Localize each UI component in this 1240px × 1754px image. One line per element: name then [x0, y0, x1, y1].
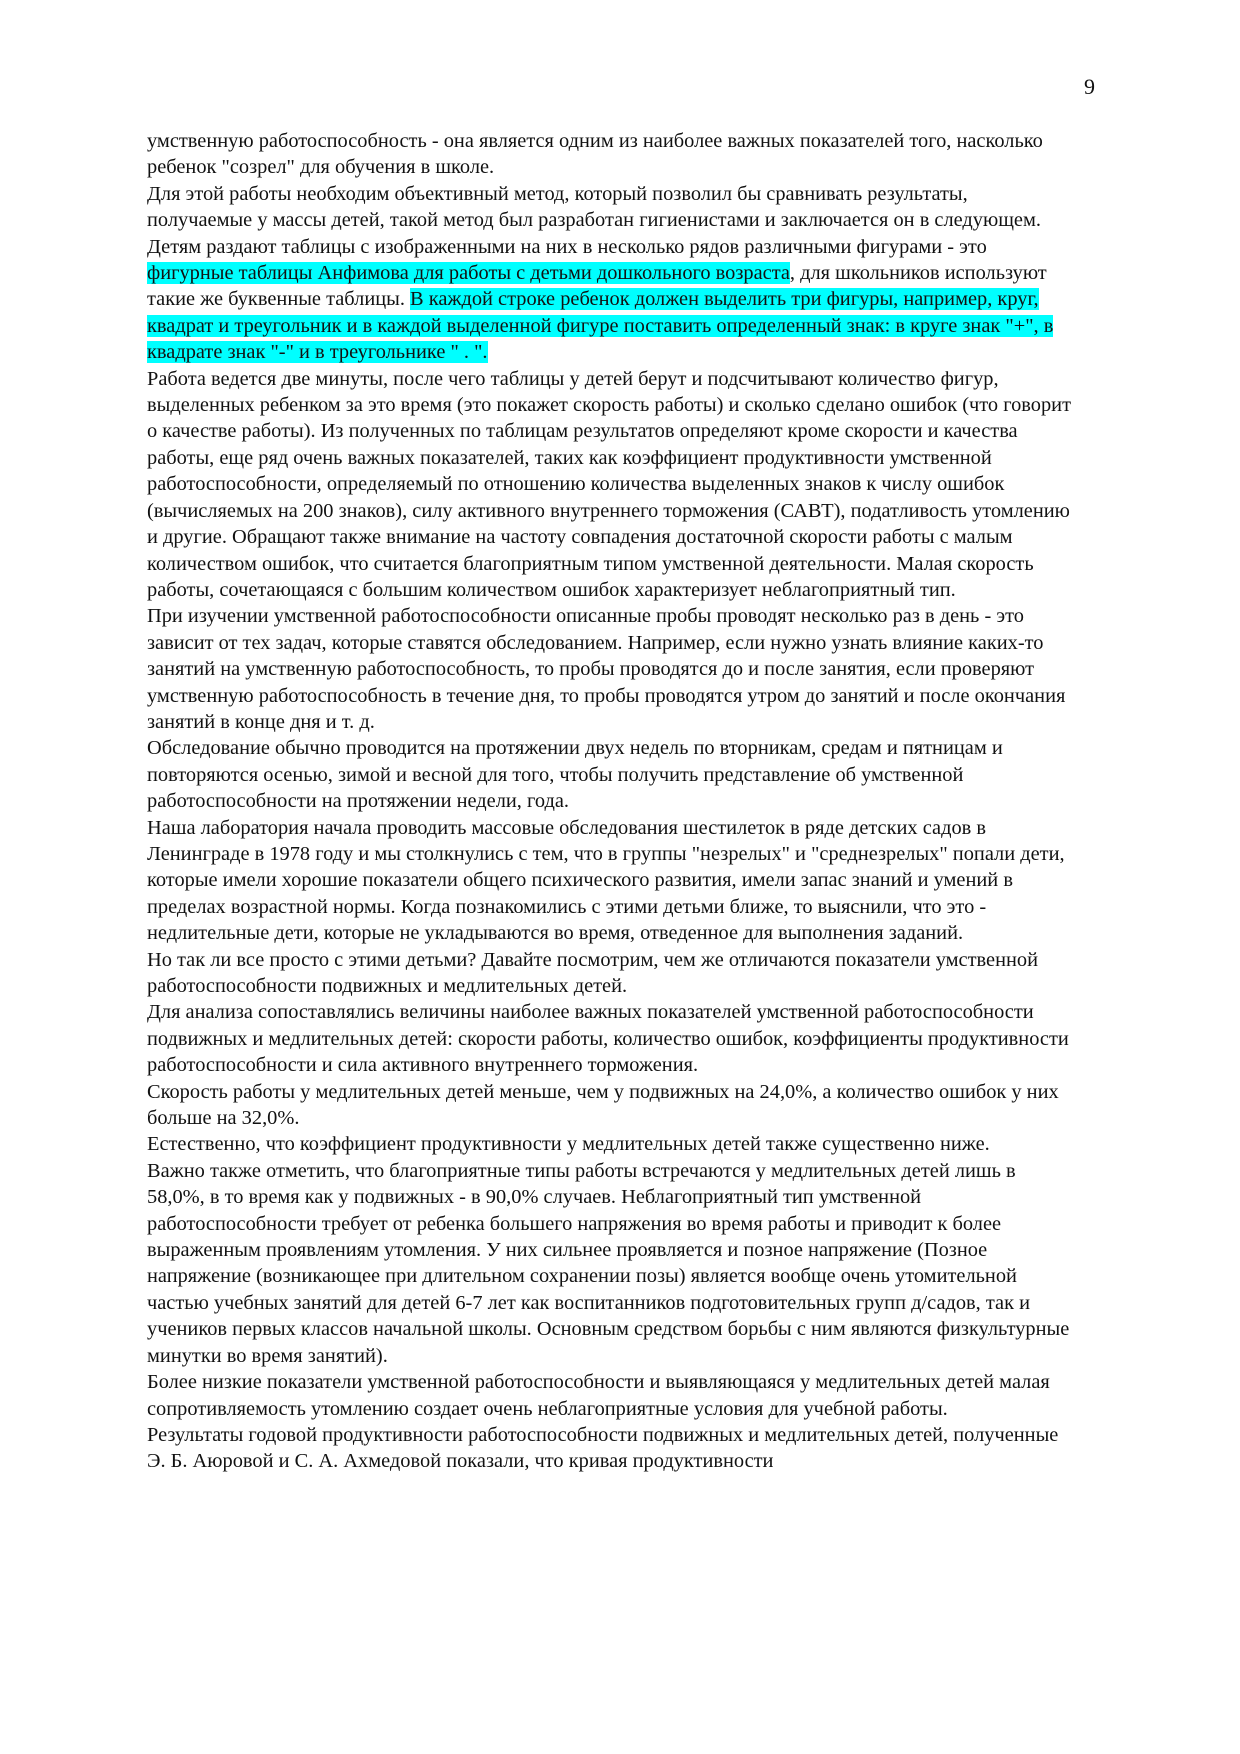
paragraph — [147, 181, 1077, 366]
page-number: 9 — [1084, 74, 1095, 99]
text-segment: Наша лаборатория начала проводить массовые обследования шестилеток в ряде детских садов в Ленинграде в 1978 году и мы столкнулись с тем, что в группы "незрелых" и "среднезрелых" попали дети, которые имели хорошие показатели общего психического развития, имели запас знаний и умений в пределах возрастной нормы. Когда познакомились с этими детьми ближе, то выяснили, что это - недлительные дети, которые не укладываются во время, отведенное для выполнения заданий. — [147, 816, 1065, 945]
highlighted-text: В каждой строке ребенок должен выделить три фигуры, например, круг, квадрат и треугольник и в каждой выделенной фигуре поставить определенный знак: в круге знак "+", в квадрате знак "-" и в треугольнике " . ". — [147, 288, 1054, 364]
text-segment: , для школьников используют такие же буквенные таблицы. — [147, 262, 1047, 311]
text-segment: Скорость работы у медлительных детей меньше, чем у подвижных на 24,0%, а количество ошибок у них больше на 32,0%. — [147, 1080, 1059, 1130]
paragraph — [147, 128, 1077, 181]
paragraph — [147, 947, 1077, 1000]
paragraph — [147, 1158, 1077, 1369]
text-segment: умственную работоспособность - она является одним из наиболее важных показателей того, насколько ребенок "созрел" для обучения в школе. — [147, 130, 1043, 179]
text-segment: Обследование обычно проводится на протяжении двух недель по вторникам, средам и пятницам и повторяются осенью, зимой и весной для того, чтобы получить представление об умственной работоспособности на протяжении недели, года. — [147, 737, 1003, 813]
paragraph — [147, 735, 1077, 814]
paragraph — [147, 1369, 1077, 1422]
text-segment: При изучении умственной работоспособности описанные пробы проводят несколько раз в день - это зависит от тех задач, которые ставятся обследованием. Например, если нужно узнать влияние каких-то занятий на умственную работоспособность, то пробы проводятся до и после занятия, если проверяют умственную работоспособность в течение дня, то пробы проводятся утром до занятий и после окончания занятий в конце дня и т. д. — [147, 605, 1066, 733]
text-segment: Для анализа сопоставлялись величины наиболее важных показателей умственной работоспособности подвижных и медлительных детей: скорости работы, количество ошибок, коэффициенты продуктивности работоспособности и сила активного внутреннего торможения. — [147, 1001, 1069, 1077]
paragraph — [147, 1079, 1077, 1132]
text-segment: Естественно, что коэффициент продуктивности у медлительных детей также существенно ниже. — [147, 1133, 990, 1156]
paragraph — [147, 999, 1077, 1078]
text-segment: Для этой работы необходим объективный метод, который позволил бы сравнивать результаты, получаемые у массы детей, такой метод был разработан гигиенистами и заключается он в следующем. Детям раздают таблицы с изображенными на них в несколько рядов различными фигурами - это — [147, 182, 1041, 258]
highlighted-text: фигурные таблицы Анфимова для работы с детьми дошкольного возраста — [147, 262, 790, 285]
paragraph — [147, 1422, 1077, 1475]
text-segment: Результаты годовой продуктивности работоспособности подвижных и медлительных детей, полученные Э. Б. Аюровой и С. А. Ахмедовой показали, что кривая продуктивности — [147, 1423, 1059, 1473]
paragraph — [147, 366, 1077, 604]
text-segment: Работа ведется две минуты, после чего таблицы у детей берут и подсчитывают количество фигур, выделенных ребенком за это время (это покажет скорость работы) и сколько сделано ошибок (что говорит о качестве работы). Из полученных по таблицам результатов определяют кроме скорости и качества работы, еще ряд очень важных показателей, таких как коэффициент продуктивности умственной работоспособности, определяемый по отношению количества выделенных знаков к числу ошибок (вычисляемых на 200 знаков), силу активного внутреннего торможения (САВТ), податливость утомлению и другие. Обращают также внимание на частоту совпадения достаточной скорости работы с малым количеством ошибок, что считается благоприятным типом умственной деятельности. Малая скорость работы, сочетающаяся с большим количеством ошибок характеризует неблагоприятный тип. — [147, 367, 1071, 601]
text-segment: Но так ли все просто с этими детьми? Давайте посмотрим, чем же отличаются показатели умственной работоспособности подвижных и медлительных детей. — [147, 948, 1039, 997]
document-body — [147, 128, 1077, 1475]
paragraph — [147, 603, 1077, 735]
text-segment: Более низкие показатели умственной работоспособности и выявляющаяся у медлительных детей малая сопротивляемость утомлению создает очень неблагоприятные условия для учебной работы. — [147, 1371, 1050, 1420]
paragraph — [147, 815, 1077, 947]
text-segment: Важно также отметить, что благоприятные типы работы встречаются у медлительных детей лишь в 58,0%, в то время как у подвижных - в 90,0% случаев. Неблагоприятный тип умственной работоспособности требует от ребенка большего напряжения во время работы и приводит к более выраженным проявлениям утомления. У них сильнее проявляется и позное напряжение (Позное напряжение (возникающее при длительном сохранении позы) является вообще очень утомительной частью учебных занятий для детей 6-7 лет как воспитанников подготовительных групп д/садов, так и учеников первых классов начальной школы. Основным средством борьбы с ним являются физкультурные минутки во время занятий). — [147, 1159, 1070, 1367]
paragraph — [147, 1131, 1077, 1157]
